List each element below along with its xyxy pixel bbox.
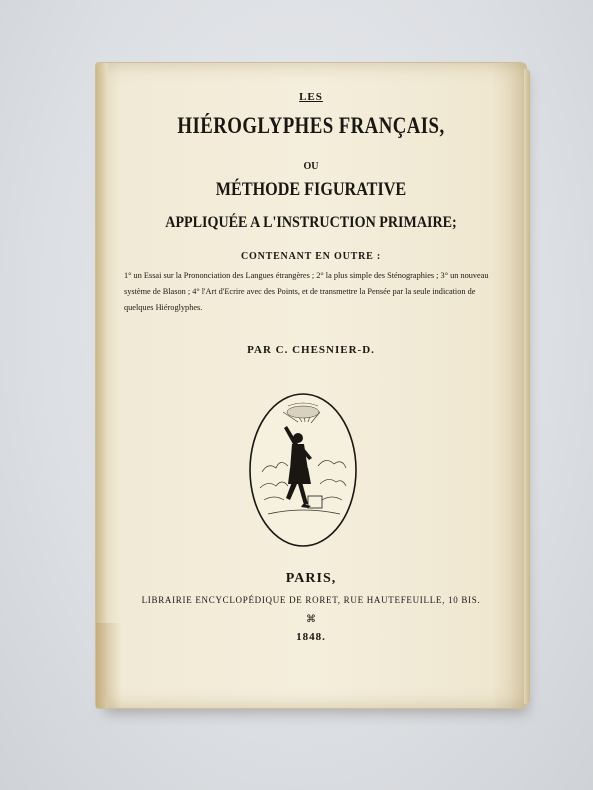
description-line: quelques Hiéroglyphes.: [124, 303, 203, 312]
book-title: HIÉROGLYPHES FRANÇAIS,: [177, 113, 445, 138]
title-les: LES: [299, 91, 323, 103]
title-ou: OU: [303, 161, 319, 172]
description: [124, 268, 498, 316]
ornament-icon: ⌘: [306, 614, 316, 625]
publication-year: 1848.: [296, 631, 326, 643]
subtitle-methode: MÉTHODE FIGURATIVE: [215, 179, 407, 200]
title-page: [96, 63, 526, 708]
vignette-illustration: [248, 392, 358, 548]
author-line: PAR C. CHESNIER-D.: [247, 344, 375, 356]
publisher-line: LIBRAIRIE ENCYCLOPÉDIQUE DE RORET, RUE HAUTEFEUILLE, 10 BIS.: [141, 595, 481, 605]
book-cover: [95, 62, 527, 709]
description-line: 1° un Essai sur la Prononciation des Langues étrangères ; 2° la plus simple des Sténographies ; 3° un nouveau: [124, 271, 489, 280]
imprint-place: PARIS,: [285, 571, 337, 586]
contenant-heading: CONTENANT EN OUTRE :: [241, 251, 381, 262]
subtitle-appliquee: APPLIQUÉE A L'INSTRUCTION PRIMAIRE;: [165, 214, 457, 231]
description-line: système de Blason ; 4° l'Art d'Ecrire avec des Points, et de transmettre la Pensée par la seule indication de: [124, 287, 476, 296]
